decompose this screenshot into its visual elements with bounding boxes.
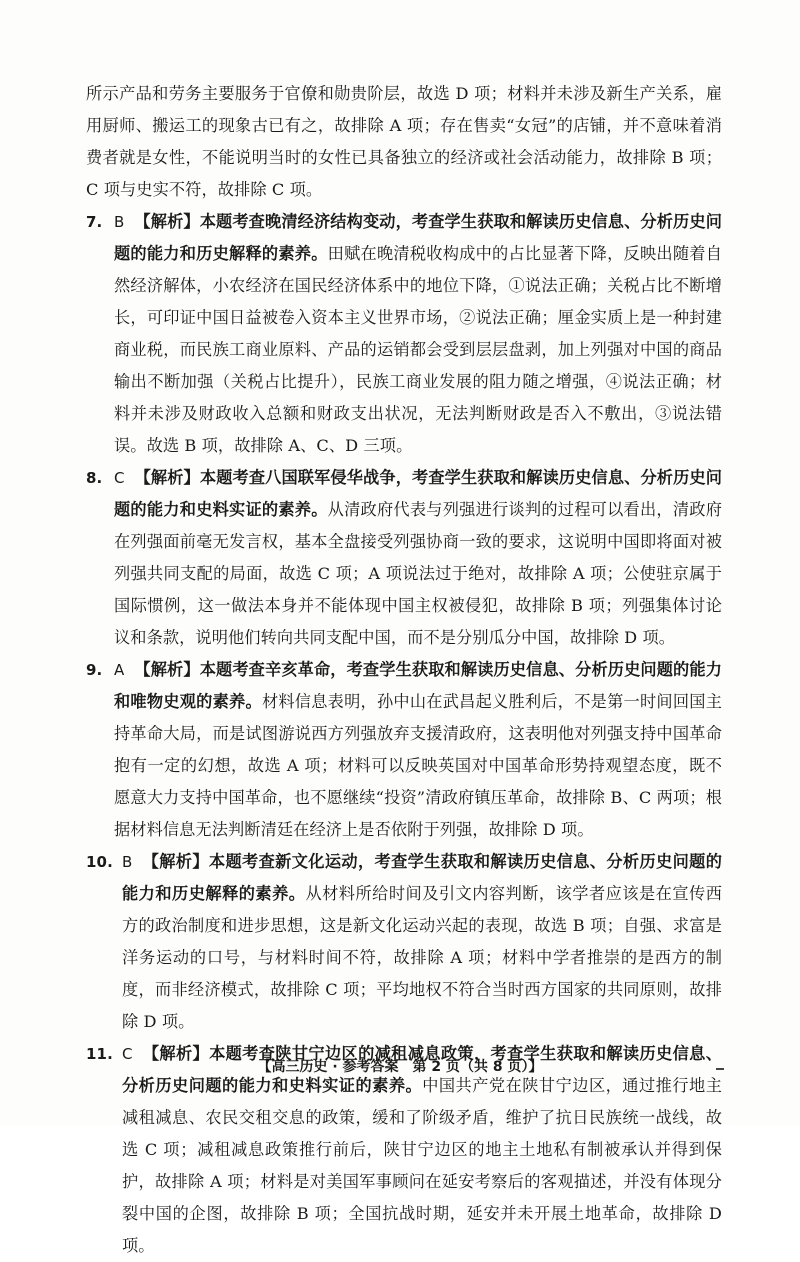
analysis-tag: 【解析】	[134, 660, 200, 679]
answer-letter: C	[114, 469, 125, 487]
question-lead: 本题考查八国联军侵华战争，考查学生获取和解读历史信息、分析历史问题的能力和史料实证的素养。	[114, 468, 723, 519]
question-body: 田赋在晚清税收构成中的占比显著下降，反映出随着自然经济解体，小农经济在国民经济体系中的地位下降，①说法正确；关税占比不断增长，可印证中国日益被卷入资本主义世界市场，②说法正确；厘金实质上是一种封建商业税，而民族工商业原料、产品的运销都会受到层层盘剥，加上列强对中国的商品输出不断加强（关税占比提升），民族工商业发展的阻力随之增强，④说法正确；材料并未涉及财政收入总额和财政支出状况，无法判断财政是否入不敷出，③说法错误。故选 B 项，故排除 A、C、D 三项。	[114, 244, 722, 455]
question-body: 从清政府代表与列强进行谈判的过程可以看出，清政府在列强面前毫无发言权，基本全盘接受列强协商一致的要求，这说明中国即将面对被列强共同支配的局面，故选 C 项；A 项说法过于绝对，故排除 A 项；公使驻京属于国际惯例，这一做法本身并不能体现中国主权被侵犯，故排除 B 项；列强集体讨论议和条款，说明他们转向共同支配中国，而不是分别瓜分中国，故排除 D 项。	[114, 500, 722, 647]
analysis-tag: 【解析】	[142, 1044, 210, 1063]
corner-mark	[716, 1068, 724, 1070]
question-lead: 本题考查晚清经济结构变动，考查学生获取和解读历史信息、分析历史问题的能力和历史解释的素养。	[114, 212, 722, 263]
analysis-tag: 【解析】	[134, 468, 200, 487]
question-10	[86, 846, 722, 1038]
question-lead: 本题考查辛亥革命，考查学生获取和解读历史信息、分析历史问题的能力和唯物史观的素养。	[114, 660, 722, 711]
question-body: 中国共产党在陕甘宁边区，通过推行地主减租减息、农民交租交息的政策，缓和了阶级矛盾，维护了抗日民族统一战线，故选 C 项；减租减息政策推行前后，陕甘宁边区的地主土地私有制被承认并得到保护，故排除 A 项；材料是对美国军事顾问在延安考察后的客观描述，并没有体现分裂中国的企图，故排除 B 项；全国抗战时期，延安并未开展土地革命，故排除 D 项。	[122, 1076, 722, 1255]
question-number: 7.	[86, 213, 103, 231]
question-lead: 本题考查新文化运动，考查学生获取和解读历史信息、分析历史问题的能力和历史解释的素养。	[122, 852, 722, 903]
analysis-tag: 【解析】	[142, 852, 209, 871]
answer-letter: B	[114, 213, 125, 231]
answer-letter: A	[114, 661, 125, 679]
answer-letter: C	[122, 1045, 133, 1063]
question-number: 8.	[86, 469, 103, 487]
answer-letter: B	[122, 853, 133, 871]
question-number: 10.	[86, 853, 113, 871]
question-8	[86, 462, 722, 654]
question-number: 9.	[86, 661, 103, 679]
question-body: 从材料所给时间及引文内容判断，该学者应该是在宣传西方的政治制度和进步思想，这是新文化运动兴起的表现，故选 B 项；自强、求富是洋务运动的口号，与材料时间不符，故排除 A 项；材料中学者推崇的是西方的制度，而非经济模式，故排除 C 项；平均地权不符合当时西方国家的共同原则，故排除 D 项。	[122, 884, 722, 1031]
intro-paragraph: 所示产品和劳务主要服务于官僚和勋贵阶层，故选 D 项；材料并未涉及新生产关系，雇用厨师、搬运工的现象古已有之，故排除 A 项；存在售卖“女冠”的店铺，并不意味着消费者就是女性，不能说明当时的女性已具备独立的经济或社会活动能力，故排除 B 项；C 项与史实不符，故排除 C 项。	[86, 84, 722, 199]
analysis-tag: 【解析】	[134, 212, 200, 231]
question-body: 材料信息表明，孙中山在武昌起义胜利后，不是第一时间回国主持革命大局，而是试图游说西方列强放弃支援清政府，这表明他对列强支持中国革命抱有一定的幻想，故选 A 项；材料可以反映英国对中国革命形势持观望态度，既不愿意大力支持中国革命，也不愿继续“投资”清政府镇压革命，故排除 B、C 两项；根据材料信息无法判断清廷在经济上是否依附于列强，故排除 D 项。	[114, 692, 722, 839]
page-footer: 【高三历史 · 参考答案 第 2 页（共 8 页）】	[257, 1059, 543, 1075]
question-lead: 本题考查陕甘宁边区的减租减息政策，考查学生获取和解读历史信息、分析历史问题的能力和史料实证的素养。	[122, 1044, 722, 1095]
question-7	[86, 206, 722, 462]
question-9	[86, 654, 722, 846]
question-number: 11.	[86, 1045, 113, 1063]
answer-content	[86, 78, 722, 1262]
